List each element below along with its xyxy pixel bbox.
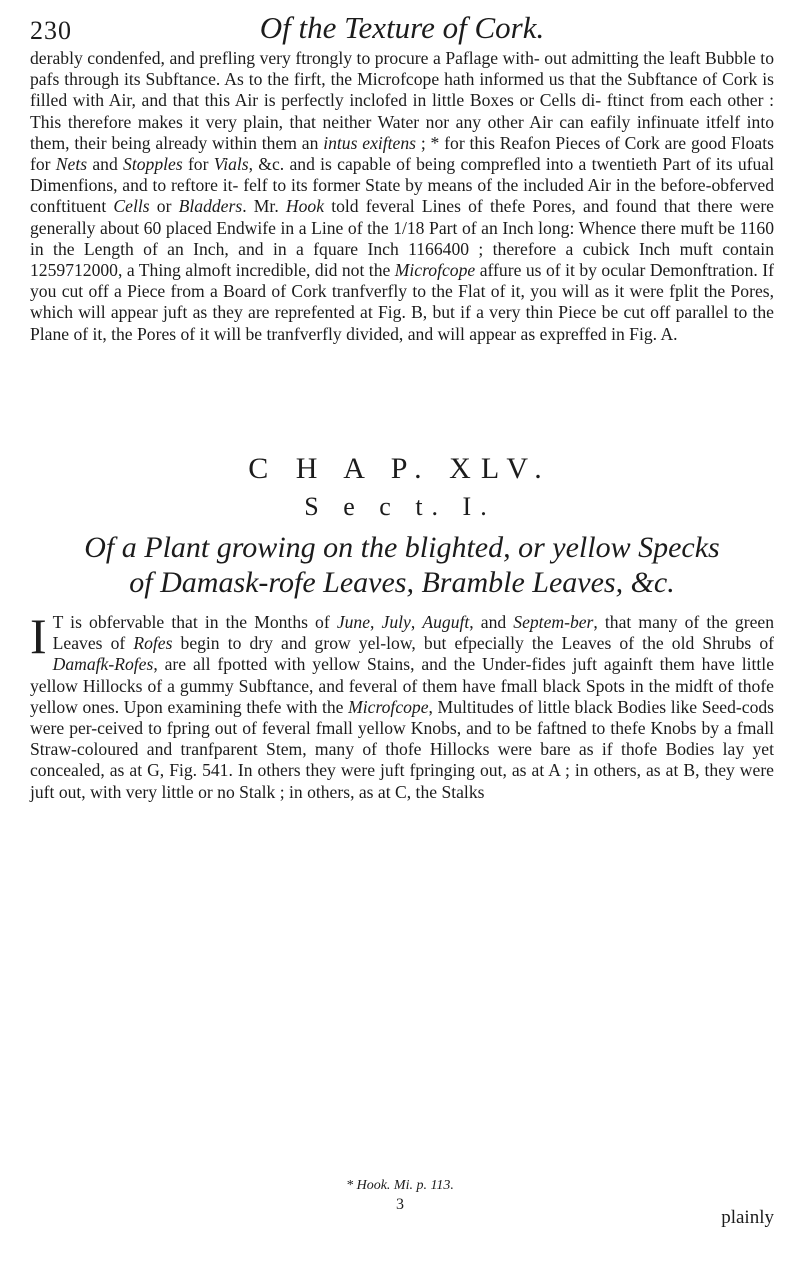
text-line: felf to its former State by means of the included Air in the before-obferved: [243, 175, 774, 196]
text-line: divided, and will appear as expreffed in Fig. A.: [346, 323, 678, 344]
italic-phrase: Nets: [55, 154, 88, 175]
text-line: Water nor any other Air can eafily infinuate itfelf into them, their being: [30, 111, 775, 153]
text-run: , are all fpotted with yellow Stains, and the Under-fides juft againft them have little yellow Hillocks of a gummy Subftance, and feveral of them have fmall black Spots in the midft of thofe yellow ones. Upon examining thefe with the: [30, 654, 774, 717]
chapter-heading: C H A P. XLV.: [248, 452, 552, 485]
text-line: out admitting the leaft Bubble to pafs through its Subftance. As to the: [30, 48, 774, 90]
text-run: , that many of the green Leaves of: [52, 612, 774, 654]
running-title: Of the Texture of Cork.: [259, 10, 545, 45]
signature-mark: 3: [396, 1196, 404, 1213]
text-run: begin to dry and grow yel-low, but efpecially the Leaves of the old Shrubs of: [172, 633, 774, 654]
italic-phrase: Septem-ber: [513, 612, 594, 632]
catchword: plainly: [721, 1207, 774, 1228]
text-line: already within them an: [155, 132, 324, 153]
italic-phrase: Auguft: [422, 612, 470, 632]
italic-phrase: Microfcope: [348, 696, 429, 717]
italic-phrase: June: [336, 612, 371, 632]
text-line: and found that there were generally about 60 placed Endwife in a Line of: [30, 196, 774, 238]
text-line: of an Inch, and in a fquare Inch 1166400 ; therefore a cubick Inch muft: [143, 238, 713, 259]
text-line: the 1/18 Part of an Inch long: Whence there muft be 1160 in the Length: [30, 217, 774, 259]
section-title: [30, 530, 774, 600]
footnote: * Hook. Mi. p. 113.: [346, 1178, 454, 1193]
italic-phrase: Bladders: [178, 196, 243, 217]
text-line: of Cork tranfverfly to the Flat of it, you will as it were fplit the Pores,: [271, 281, 775, 302]
paragraph-rose-leaves: [30, 608, 775, 803]
italic-phrase: Vials: [213, 154, 249, 175]
italic-phrase: intus exiftens: [323, 132, 416, 153]
italic-phrase: Stopples: [123, 154, 183, 175]
text-line: Piece be cut off parallel to the Plane of it, the Pores of it will be tranfverfly: [30, 302, 774, 344]
text-line: ; * for this Reafon Pieces of Cork are: [416, 132, 687, 153]
text-run: . Mr.: [242, 196, 286, 217]
text-line: conftituent: [30, 196, 114, 217]
text-run: , and: [469, 612, 514, 632]
text-run: , Multitudes of little black Bodies like Seed-cods were per-ceived to fpring out of feveral fmall yellow Knobs, and to be faftned to thefe Knobs by a fmall Straw-coloured and tranfparent Stem, many of thofe Hillocks were bare as if thofe Bodies lay yet concealed, as at G, Fig. 541. In others they were juft fpringing out, as at A ; in others, as at B, they were juft out, with very little or no Stalk ; in others, as at C, the Stalks: [30, 696, 775, 802]
text-line: affure us of it by ocular Demonftration. If you cut off a Piece from a Board: [30, 260, 774, 302]
italic-phrase: July: [381, 612, 411, 632]
text-run: , &c. and is capable of being: [248, 154, 456, 175]
section-heading: S e c t. I.: [304, 492, 496, 521]
italic-phrase: Cells: [113, 196, 150, 217]
italic-phrase: Hook: [285, 196, 325, 217]
italic-phrase: Rofes: [133, 633, 173, 654]
text-line: with Air, and that this Air is perfectly inclofed in little Boxes or Cells di-: [72, 90, 602, 111]
text-line: which will appear juft as they are reprefented at Fig. B, but if a very thin: [30, 302, 554, 323]
text-line: firft, the Microfcope hath informed us that the Subftance of Cork is filled: [30, 69, 774, 111]
text-line: good Floats for: [30, 132, 774, 175]
text-line: contain 1259712000, a Thing almoft incredible, did not the: [30, 238, 774, 281]
text-run: ,: [410, 612, 423, 632]
text-run: ,: [370, 612, 382, 632]
text-line: derably condenfed, and prefling very ftrongly to procure a Paflage with-: [30, 48, 540, 68]
italic-phrase: Microfcope: [394, 260, 476, 281]
text-run: and: [87, 154, 124, 175]
section-title-line: of Damask-rofe Leaves, Bramble Leaves, &c.: [129, 566, 675, 599]
italic-phrase: Damafk-Rofes: [52, 654, 154, 675]
text-line: comprefled into a twentieth Part of its ufual Dimenfions, and to reftore it-: [30, 154, 774, 196]
paragraph-cork-texture: [30, 48, 774, 345]
drop-cap: I: [30, 608, 47, 664]
text-run: told feveral Lines of thefe Pores,: [324, 196, 576, 217]
text-run: for: [182, 154, 214, 175]
section-title-line: Of a Plant growing on the blighted, or yellow Specks: [84, 531, 720, 564]
text-run: or: [149, 196, 179, 217]
text-run: T is obfervable that in the Months of: [52, 612, 337, 632]
text-line: ftinct from each other : This therefore makes it very plain, that neither: [30, 90, 775, 132]
page-header: [30, 10, 774, 50]
page-number: 230: [30, 16, 72, 45]
